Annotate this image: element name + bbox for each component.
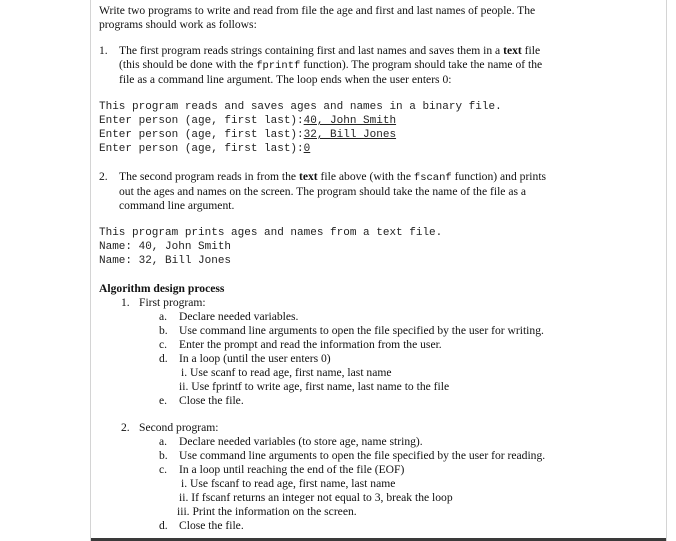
program-title: Second program:: [139, 421, 219, 434]
sub-step: Use command line arguments to open the file specified by the user for writing.: [179, 324, 544, 337]
output-line: This program reads and saves ages and names in a binary file.: [99, 101, 502, 113]
inline-code: fprintf: [256, 60, 301, 72]
item-number: 2.: [99, 170, 108, 183]
sample-output-2: [99, 226, 654, 268]
user-input: 40, John Smith: [303, 115, 397, 127]
sub-letter: b.: [159, 449, 168, 462]
sub-step: In a loop (until the user enters 0): [179, 352, 331, 365]
document-page: [90, 0, 667, 541]
intro-line: programs should work as follows:: [99, 18, 257, 31]
bold-text: text: [298, 170, 318, 183]
sub-letter: c.: [159, 338, 168, 351]
sub-step: Declare needed variables.: [179, 310, 299, 323]
sub-step: Enter the prompt and read the information from the user.: [179, 338, 442, 351]
sub-sub-step: ii. If fscanf returns an integer not equal to 3, break the loop: [179, 491, 453, 504]
user-input: 0: [303, 143, 311, 155]
intro-line: Write two programs to write and read from file the age and first and last names of people. The: [99, 4, 536, 17]
step-number: 1.: [121, 296, 130, 309]
sub-letter: c.: [159, 463, 168, 476]
program-title: First program:: [139, 296, 206, 309]
sub-letter: d.: [159, 352, 168, 365]
sub-sub-step: i. Use fscanf to read age, first name, last name: [181, 477, 396, 490]
sub-sub-step: i. Use scanf to read age, first name, last name: [181, 366, 392, 379]
output-line: Name: 32, Bill Jones: [99, 255, 232, 267]
inline-code: fscanf: [413, 172, 452, 184]
sub-sub-step: ii. Use fprintf to write age, first name, last name to the file: [179, 380, 450, 393]
item-number: 1.: [99, 44, 108, 57]
intro-paragraph: [99, 4, 654, 32]
item-text: The first program reads strings containing first and last names and saves them in a text file (this should be done with the fprintf function). The program should take the name of the file as a command line argument. The loop ends when the user enters 0:: [119, 44, 543, 86]
sub-step: Declare needed variables (to store age, name string).: [179, 435, 423, 448]
sub-step: Close the file.: [179, 394, 244, 407]
item-text: The second program reads in from the text file above (with the fscanf function) and prints out the ages and names on the screen. The program should take the name of the file as a command line argument.: [119, 170, 547, 212]
sub-step: Use command line arguments to open the file specified by the user for reading.: [179, 449, 546, 462]
sub-letter: d.: [159, 519, 168, 532]
sub-letter: a.: [159, 310, 168, 323]
algorithm-heading: Algorithm design process: [99, 282, 225, 295]
task-item-1: [99, 44, 654, 88]
sub-step: Close the file.: [179, 519, 244, 532]
prompt-text: Enter person (age, first last):: [99, 129, 304, 141]
output-line: This program prints ages and names from a text file.: [99, 227, 443, 239]
sample-output-1: [99, 100, 654, 156]
sub-letter: b.: [159, 324, 168, 337]
user-input: 32, Bill Jones: [303, 129, 397, 141]
sub-step: In a loop until reaching the end of the file (EOF): [179, 463, 405, 476]
task-item-2: [99, 170, 654, 214]
sub-letter: a.: [159, 435, 168, 448]
sub-letter: e.: [159, 394, 168, 407]
bold-text: text: [503, 44, 522, 57]
step-number: 2.: [121, 421, 130, 434]
prompt-text: Enter person (age, first last):: [99, 143, 304, 155]
sub-sub-step: iii. Print the information on the screen.: [177, 505, 357, 518]
prompt-text: Enter person (age, first last):: [99, 115, 304, 127]
output-line: Name: 40, John Smith: [99, 241, 232, 253]
